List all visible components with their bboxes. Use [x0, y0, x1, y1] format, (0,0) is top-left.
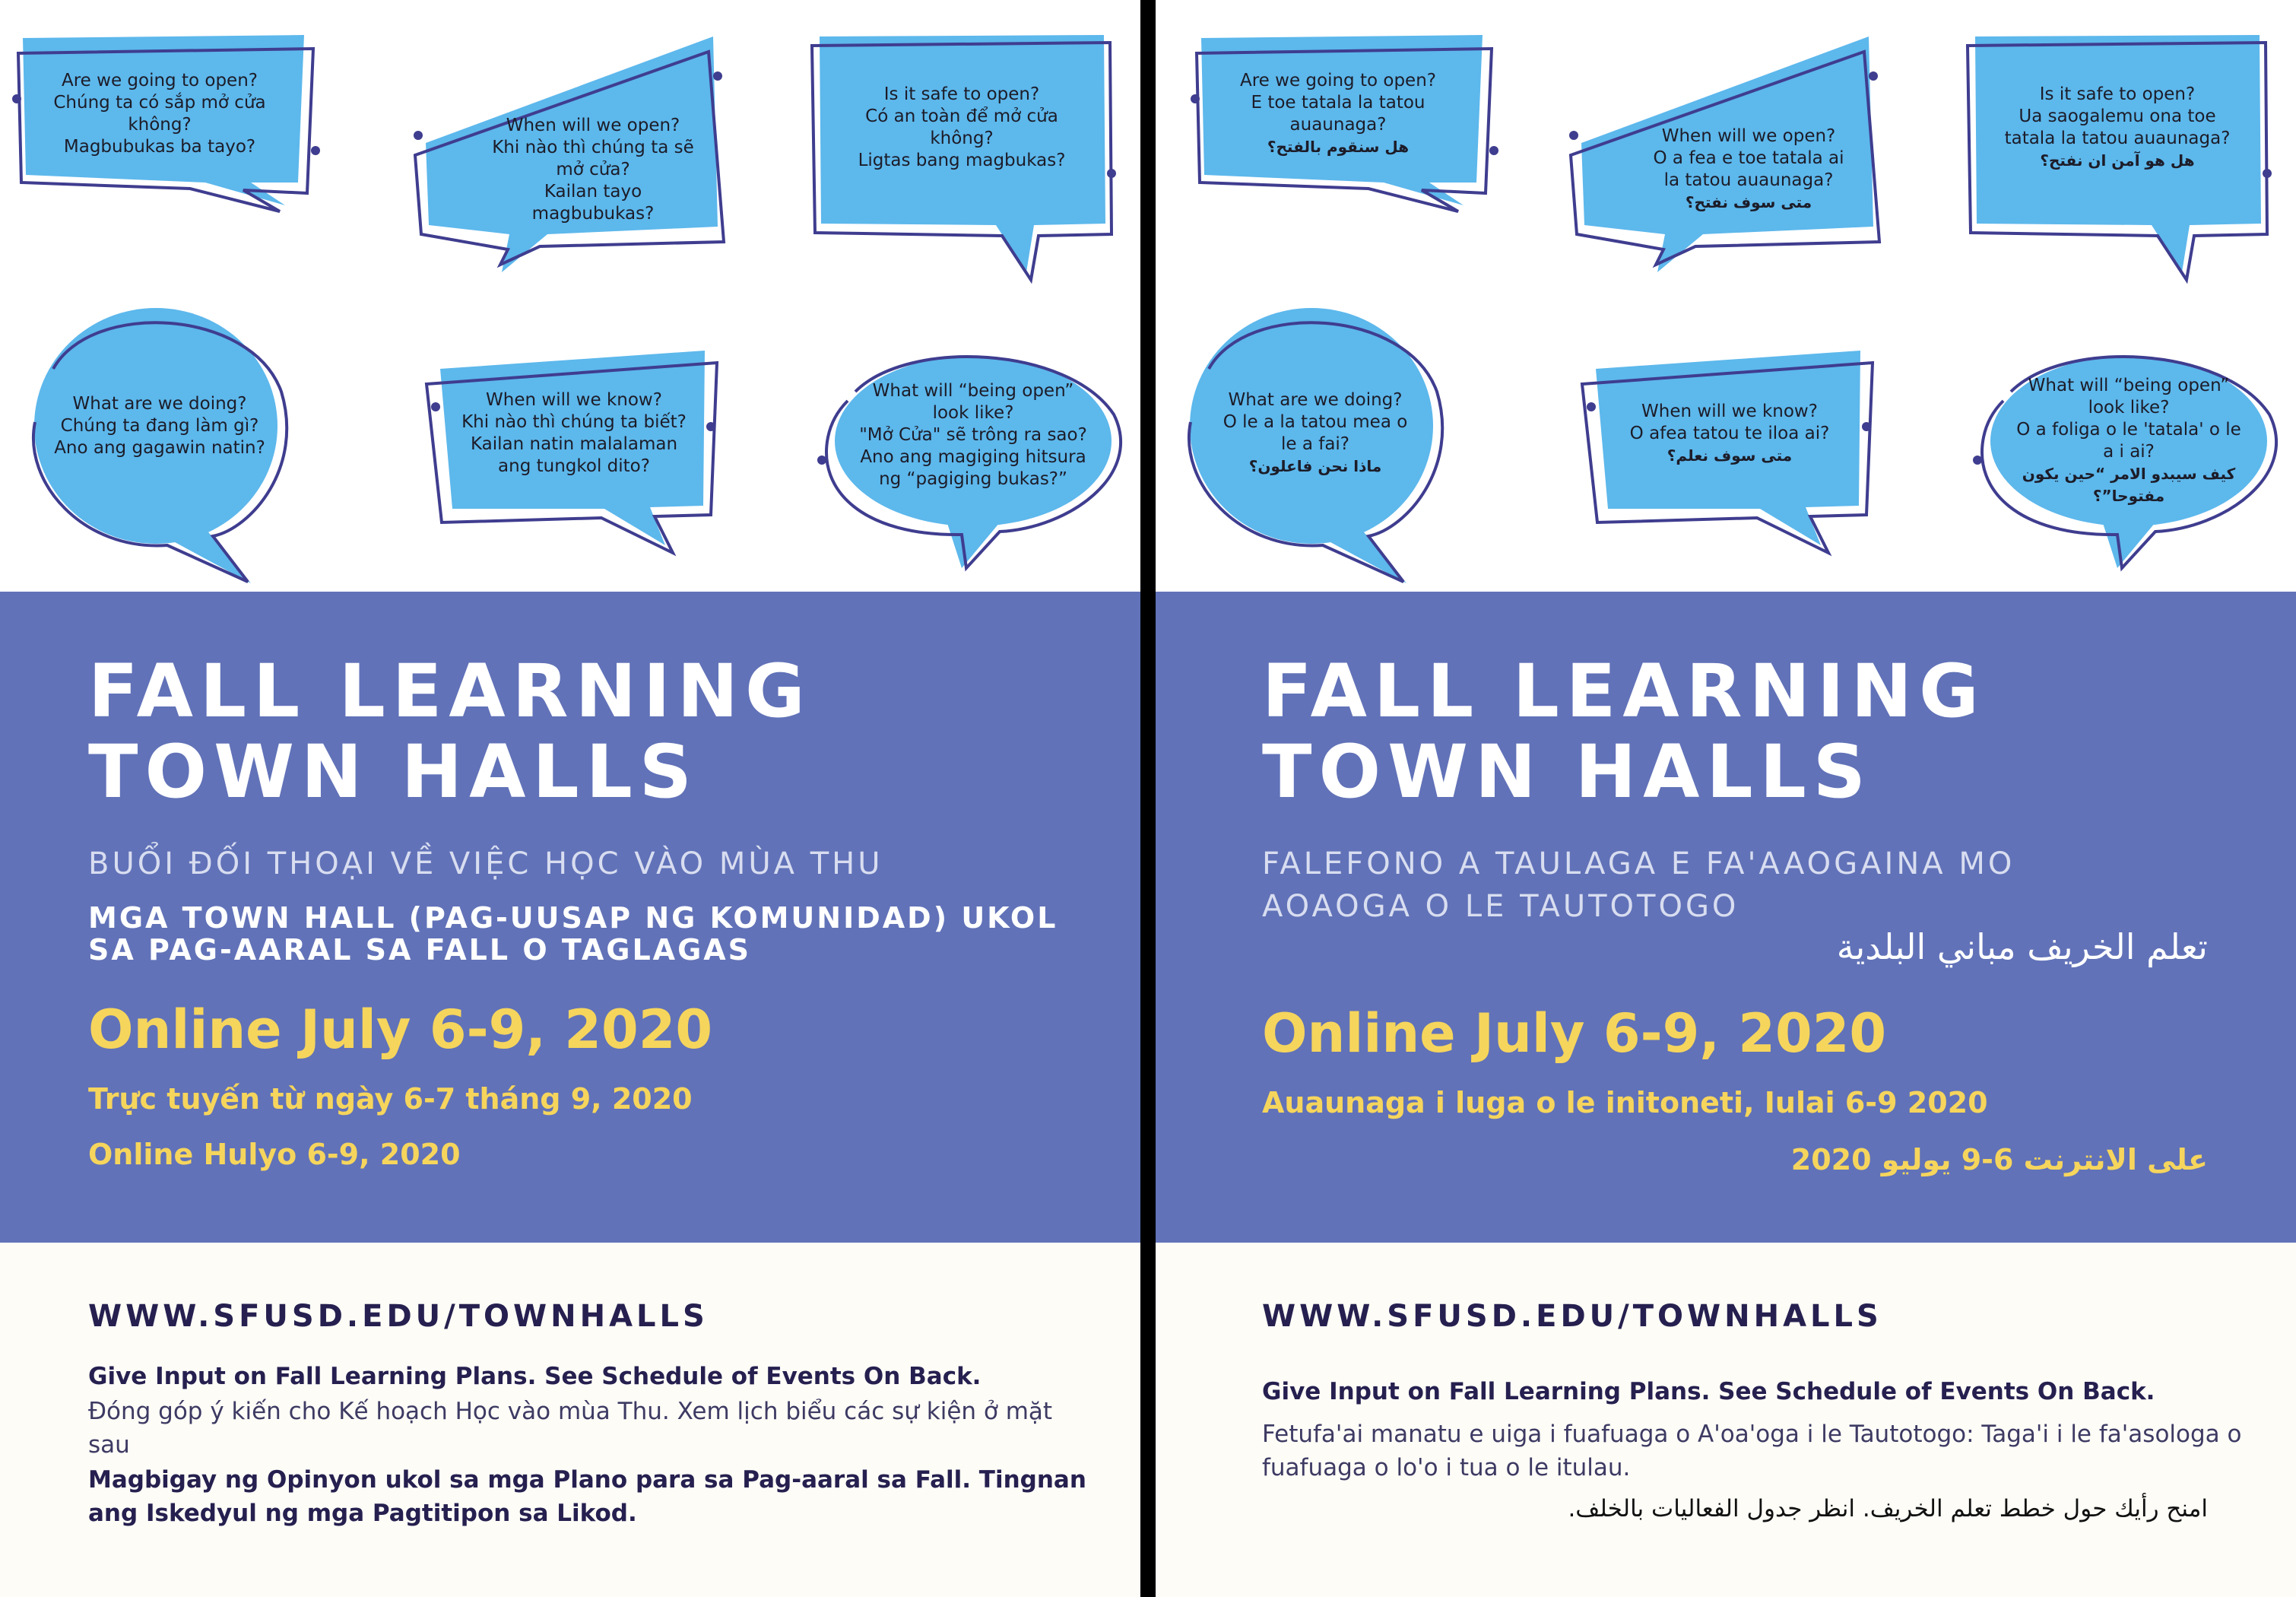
speech-bubble-3: [806, 29, 1118, 280]
bubble-line: không?: [128, 115, 192, 135]
speech-bubble-3: [1961, 29, 2273, 280]
speech-bubble-5: [1578, 346, 1878, 555]
bubble-line: "Mở Cửa" sẽ trông ra sao?: [859, 425, 1087, 445]
bubble-line: Chúng ta có sắp mở cửa: [53, 93, 266, 113]
bubble-line: Ua saogalemu ona toe: [2019, 106, 2216, 126]
title-line-2: TOWN HALLS: [1262, 729, 1873, 814]
bubble-2-text: [1635, 113, 1863, 227]
speech-bubble-1: [1194, 30, 1498, 213]
input-text-en: Give Input on Fall Learning Plans. See Schedule of Events On Back.: [88, 1363, 982, 1390]
bubble-line: Ano ang gagawin natin?: [54, 437, 265, 458]
speech-bubble-4: [1178, 300, 1452, 589]
bubble-line: Ano ang magiging hitsura: [860, 447, 1086, 467]
question-bubbles: [0, 0, 1140, 592]
bubble-1-text: [1209, 61, 1467, 167]
bubble-line: Kailan tayo: [544, 181, 642, 202]
date-tl: Online Hulyo 6-9, 2020: [88, 1138, 461, 1171]
bubble-line: Magbubukas ba tayo?: [63, 137, 256, 157]
bubble-line: le a fai?: [1280, 434, 1350, 454]
bubble-line: a i ai?: [2103, 442, 2155, 462]
title-line-1: FALL LEARNING: [88, 649, 812, 734]
bubble-line-ar: هل هو آمن ان نفتح؟: [2040, 151, 2195, 170]
page-title: [1262, 651, 1986, 812]
subtitle-tl-line-2: SA PAG-AARAL SA FALL O TAGLAGAS: [88, 933, 752, 967]
subtitle-sm-line-2: AOAOGA O LE TAUTOTOGO: [1262, 889, 1739, 924]
bubble-4-text: [38, 376, 281, 475]
bubble-line: không?: [930, 129, 994, 148]
bubble-line-ar: متى سوف نفتح؟: [1685, 193, 1812, 211]
speech-bubble-1: [15, 30, 319, 213]
input-text-vi: Đóng góp ý kiến cho Kế hoạch Học vào mùa Thu. Xem lịch biểu các sự kiện ở mặt sau: [88, 1398, 1053, 1459]
bubble-line-ar: هل سنقوم بالفتح؟: [1267, 138, 1410, 156]
bubble-line: auaunaga?: [1289, 115, 1387, 135]
title-line-1: FALL LEARNING: [1262, 649, 1986, 734]
bubble-line: E toe tatala la tatou: [1251, 93, 1425, 113]
bubble-line: tatala la tatou auaunaga?: [2004, 129, 2231, 148]
bubble-6-text: [848, 369, 1099, 502]
bubble-line: O afea tatou te iloa ai?: [1629, 423, 1830, 443]
date-vi: Trực tuyến từ ngày 6-7 tháng 9, 2020: [88, 1082, 693, 1116]
bubble-line-ar: متى سوف نعلم؟: [1667, 446, 1793, 465]
flyer-sm-ar: [1156, 0, 2296, 1597]
bubble-line: When will we open?: [506, 115, 680, 135]
bubble-line: Is it safe to open?: [2039, 84, 2196, 104]
date-main: Online July 6-9, 2020: [1262, 1002, 1887, 1065]
bubble-line: Is it safe to open?: [883, 84, 1040, 104]
bubble-line: What are we doing?: [1228, 390, 1403, 410]
bubble-line-ar: كيف سيبدو الامر “حين يكون مفتوحا”؟: [2022, 465, 2236, 505]
bubble-line: What will “being open”: [2028, 376, 2230, 395]
bubble-5-text: [1600, 384, 1859, 483]
footer: [1156, 1243, 2296, 1597]
bubble-line: look like?: [932, 403, 1014, 423]
subtitle-ar: تعلم الخريف مباني البلدية: [1836, 926, 2208, 967]
flyer-vi-tl: [0, 0, 1140, 1597]
townhalls-link[interactable]: WWW.SFUSD.EDU/TOWNHALLS: [88, 1299, 709, 1334]
panel-divider: [1140, 0, 1156, 1597]
bubble-line: When will we open?: [1661, 126, 1836, 146]
speech-bubble-2: [411, 21, 730, 280]
bubble-line: Ligtas bang magbukas?: [858, 151, 1066, 170]
bubble-line: O a fea e toe tatala ai: [1653, 148, 1844, 168]
bubble-3-text: [836, 67, 1087, 189]
bubble-3-text: [1984, 67, 2250, 189]
question-bubbles: [1156, 0, 2296, 592]
bubble-line: What are we doing?: [72, 393, 247, 414]
bubble-line: magbubukas?: [531, 203, 655, 224]
bubble-4-text: [1194, 376, 1437, 491]
bubble-line: What will “being open”: [872, 381, 1074, 401]
date-ar: على الانترنت 6-9 يوليو 2020: [1790, 1143, 2208, 1176]
bubble-line: Kailan natin malalaman: [470, 434, 678, 454]
subtitle-sm: [1262, 843, 2015, 928]
bubble-line: O a foliga o le 'tatala' o le: [2016, 420, 2241, 440]
page-title: [88, 651, 812, 812]
speech-bubble-2: [1566, 21, 1885, 280]
input-text-en: Give Input on Fall Learning Plans. See Schedule of Events On Back.: [1262, 1378, 2155, 1405]
speech-bubble-5: [422, 346, 722, 555]
bubble-line: O le a la tatou mea o: [1223, 412, 1408, 432]
bubble-line: ang tungkol dito?: [498, 456, 650, 476]
title-band: [0, 592, 1140, 1243]
bubble-line: ng “pagiging bukas?”: [879, 469, 1067, 489]
bubble-line: Chúng ta đang làm gì?: [60, 415, 259, 436]
date-main: Online July 6-9, 2020: [88, 999, 713, 1061]
input-text-sm: Fetufa'ai manatu e uiga i fuafuaga o A'oa'oga i le Tautotogo: Taga'i i le fa'asologa o fuafuaga o lo'o i tua o le itulau.: [1262, 1421, 2242, 1481]
bubble-5-text: [452, 376, 696, 491]
subtitle-sm-line-1: FALEFONO A TAULAGA E FA'AAOGAINA MO: [1262, 846, 2015, 881]
bubble-2-text: [479, 113, 707, 227]
title-band: [1156, 592, 2296, 1243]
bubble-line: Khi nào thì chúng ta biết?: [461, 412, 687, 432]
bubble-line: mở cửa?: [556, 159, 630, 179]
subtitle-tl-line-1: MGA TOWN HALL (PAG-UUSAP NG KOMUNIDAD) UKOL: [88, 901, 1058, 935]
date-sm: Auaunaga i luga o le initoneti, Iulai 6-9 2020: [1262, 1086, 1988, 1119]
footer: [0, 1243, 1140, 1597]
input-text-ar: امنح رأيك حول خطط تعلم الخريف. انظر جدول الفعاليات بالخلف.: [1568, 1495, 2208, 1522]
bubble-line: Are we going to open?: [62, 71, 258, 90]
bubble-line: look like?: [2088, 398, 2170, 418]
input-text-tl: Magbigay ng Opinyon ukol sa mga Plano para sa Pag-aaral sa Fall. Tingnan ang Iskedyul ng mga Pagtitipon sa Likod.: [88, 1466, 1086, 1527]
bubble-line: Khi nào thì chúng ta sẽ: [492, 137, 694, 157]
bubble-line: Có an toàn để mở cửa: [865, 106, 1058, 126]
bubble-line: When will we know?: [1641, 401, 1818, 421]
townhalls-link[interactable]: WWW.SFUSD.EDU/TOWNHALLS: [1262, 1299, 1882, 1334]
bubble-6-text: [2003, 369, 2254, 513]
speech-bubble-4: [23, 300, 297, 589]
bubble-line: Are we going to open?: [1240, 71, 1436, 90]
speech-bubble-6: [817, 346, 1137, 574]
bubble-line-ar: ماذا نحن فاعلون؟: [1248, 457, 1382, 475]
bubble-line: When will we know?: [486, 390, 662, 410]
subtitle-vi: BUỔI ĐỐI THOẠI VỀ VIỆC HỌC VÀO MÙA THU: [88, 846, 883, 881]
speech-bubble-6: [1973, 346, 2292, 574]
bubble-1-text: [30, 61, 289, 167]
title-line-2: TOWN HALLS: [88, 729, 699, 814]
subtitle-tl: [88, 902, 1058, 966]
bubble-line: la tatou auaunaga?: [1663, 170, 1834, 190]
